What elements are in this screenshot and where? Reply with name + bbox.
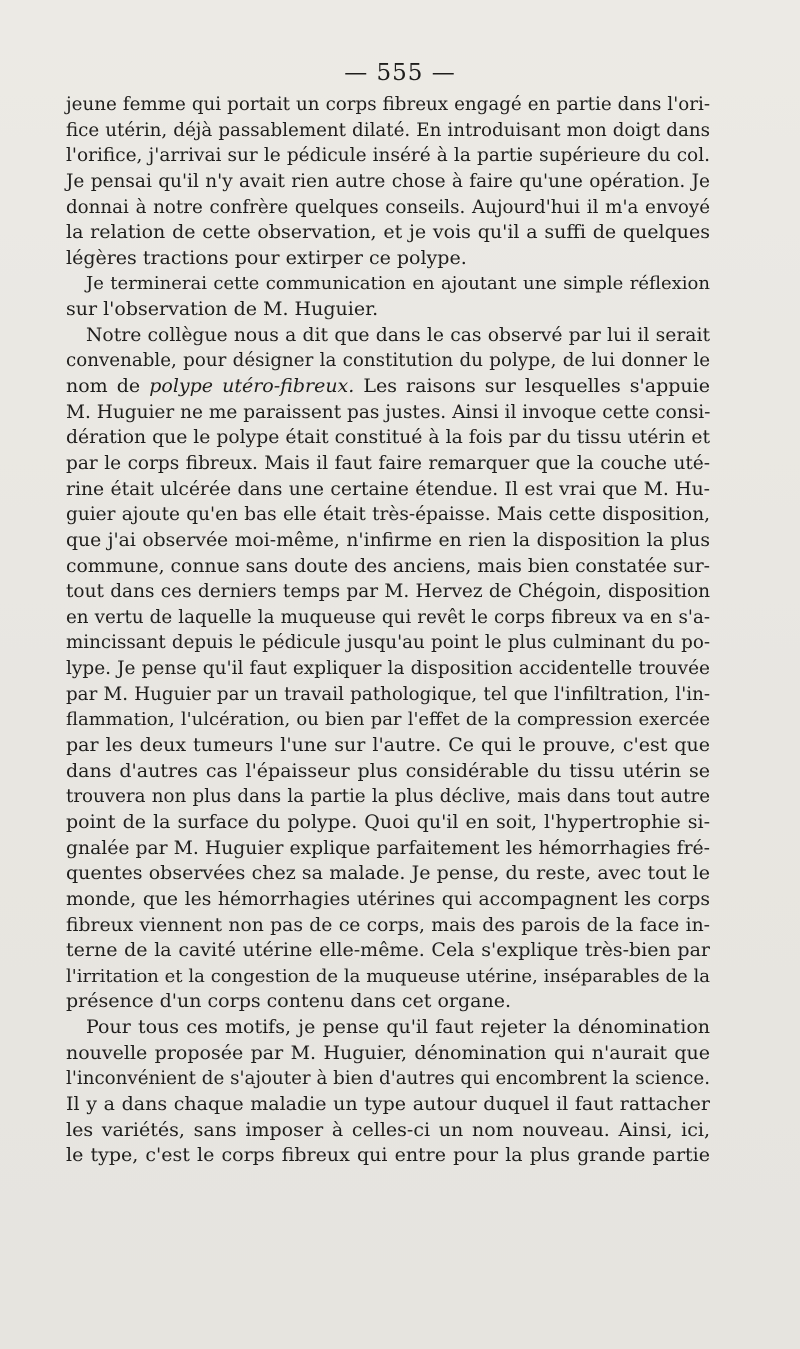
text-line: Je terminerai cette communication en ajoutant une simple réflexion	[86, 273, 710, 295]
text-line: en vertu de laquelle la muqueuse qui revêt le corps fibreux va en s'a-	[66, 606, 710, 628]
text-line-with-italic	[66, 374, 710, 400]
text-line: l'inconvénient de s'ajouter à bien d'autres qui encombrent la science.	[66, 1068, 710, 1090]
text-line: commune, connue sans doute des anciens, mais bien constatée sur-	[66, 555, 710, 577]
text-line: flammation, l'ulcération, ou bien par l'effet de la compression exercée	[66, 709, 710, 731]
text-line: par M. Huguier par un travail pathologique, tel que l'infiltration, l'in-	[66, 683, 710, 705]
text-line: tout dans ces derniers temps par M. Hervez de Chégoin, disposition	[66, 581, 710, 603]
text-line: gnalée par M. Huguier explique parfaitement les hémorrhagies fré-	[66, 837, 710, 859]
text-line: par les deux tumeurs l'une sur l'autre. Ce qui le prouve, c'est que	[66, 734, 710, 757]
text-line: le type, c'est le corps fibreux qui entre pour la plus grande partie	[66, 1144, 710, 1167]
text-line: Je pensai qu'il n'y avait rien autre chose à faire qu'une opération. Je	[66, 170, 710, 192]
text-line: rine était ulcérée dans une certaine étendue. Il est vrai que M. Hu-	[66, 478, 710, 500]
text-line: point de la surface du polype. Quoi qu'il en soit, l'hypertrophie si-	[66, 810, 710, 833]
text-line: guier ajoute qu'en bas elle était très-épaisse. Mais cette disposition,	[66, 504, 710, 526]
text-segment: Les raisons sur lesquelles s'appuie	[354, 375, 710, 398]
text-line: Il y a dans chaque maladie un type autour duquel il faut rattacher	[66, 1092, 710, 1115]
text-line: Pour tous ces motifs, je pense qu'il faut rejeter la dénomination	[86, 1016, 710, 1039]
text-line: légères tractions pour extirper ce polype.	[66, 246, 467, 269]
text-line: dération que le polype était constitué à la fois par du tissu utérin et	[66, 427, 710, 449]
text-segment: nom de	[66, 375, 150, 398]
text-line: l'irritation et la congestion de la muqueuse utérine, inséparables de la	[66, 965, 710, 987]
text-line: l'orifice, j'arrivai sur le pédicule inséré à la partie supérieure du col.	[66, 145, 710, 167]
text-line: que j'ai observée moi-même, n'infirme en rien la disposition la plus	[66, 529, 710, 551]
text-line: jeune femme qui portait un corps fibreux engagé en partie dans l'ori-	[66, 94, 710, 115]
text-line: lype. Je pense qu'il faut expliquer la disposition accidentelle trouvée	[66, 658, 710, 680]
text-line: terne de la cavité utérine elle-même. Cela s'explique très-bien par	[66, 939, 710, 962]
text-line: fibreux viennent non pas de ce corps, mais des parois de la face in-	[66, 914, 710, 936]
text-line: M. Huguier ne me paraissent pas justes. Ainsi il invoque cette consi-	[66, 401, 711, 423]
text-line: monde, que les hémorrhagies utérines qui accompagnent les corps	[66, 888, 710, 910]
text-line: Notre collègue nous a dit que dans le cas observé par lui il serait	[86, 324, 710, 346]
text-line: fice utérin, déjà passablement dilaté. En introduisant mon doigt dans	[66, 119, 710, 141]
body-text	[66, 92, 710, 1169]
text-line: donnai à notre confrère quelques conseils. Aujourd'hui il m'a envoyé	[66, 196, 710, 218]
text-line: trouvera non plus dans la partie la plus déclive, mais dans tout autre	[66, 786, 710, 808]
text-line: quentes observées chez sa malade. Je pense, du reste, avec tout le	[66, 862, 710, 885]
text-line: mincissant depuis le pédicule jusqu'au point le plus culminant du po-	[66, 632, 710, 654]
text-line: présence d'un corps contenu dans cet organe.	[66, 990, 511, 1013]
text-line: nouvelle proposée par M. Huguier, dénomination qui n'aurait que	[66, 1041, 710, 1064]
page-number: — 555 —	[344, 60, 456, 86]
text-line: dans d'autres cas l'épaisseur plus considérable du tissu utérin se	[66, 759, 710, 782]
text-line: sur l'observation de M. Huguier.	[66, 298, 379, 321]
italic-term: polype utéro-fibreux.	[149, 375, 355, 398]
text-line: convenable, pour désigner la constitution du polype, de lui donner le	[66, 350, 710, 372]
text-line: les variétés, sans imposer à celles-ci un nom nouveau. Ainsi, ici,	[66, 1118, 710, 1141]
text-line: par le corps fibreux. Mais il faut faire remarquer que la couche uté-	[66, 452, 710, 474]
text-line: la relation de cette observation, et je vois qu'il a suffi de quelques	[66, 221, 710, 244]
